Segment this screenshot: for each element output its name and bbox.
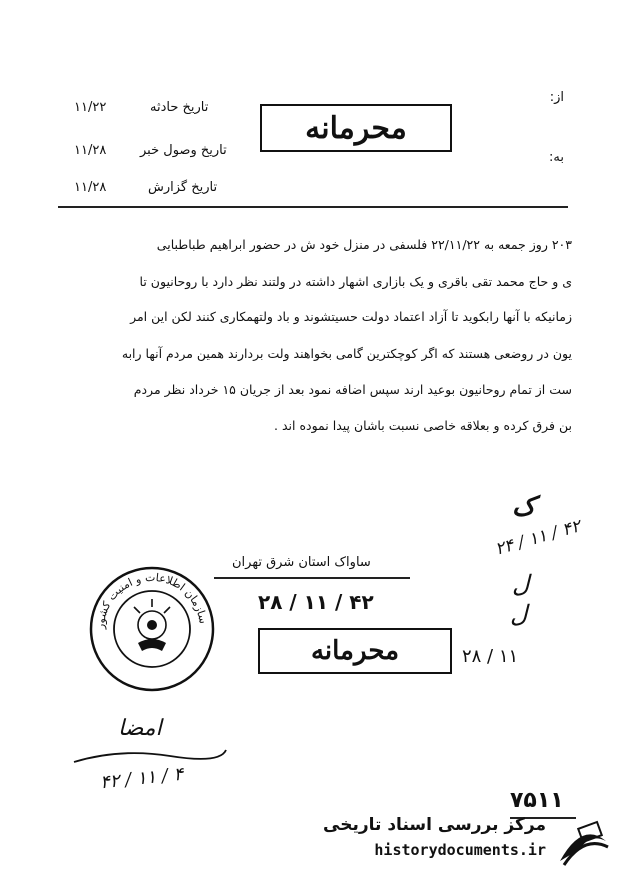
body-line-1: ۲۰۳ روز جمعه به ۲۲/۱۱/۲۲ فلسفی در منزل خود ش در حضور ابراهیم طباطبایی xyxy=(156,237,572,252)
date-report-label: تاریخ گزارش xyxy=(148,180,218,195)
date-event-value: ۱۱/۲۲ xyxy=(74,100,107,115)
body-line-4: یون در روضعی هستند که اگر کوچکترین گامی بخواهند ولت بردارند همین مردم آنها رابه xyxy=(121,346,572,361)
archive-logo-icon xyxy=(552,815,612,869)
body-line-5: ست از تمام روحانیون بوعید ارند سپس اضافه نمود بعد از جریان ۱۵ خرداد نظر مردم xyxy=(133,382,572,397)
footer-url: historydocuments.ir xyxy=(374,841,546,859)
body-line-2: ی و حاج محمد تقی باقری و یک بازاری اشهار داشته در ولتند نظر دارد با روحانیون تا xyxy=(139,274,572,289)
date-event-label: تاریخ حادثه xyxy=(150,100,209,115)
date-received-value: ۱۱/۲۸ xyxy=(74,143,107,158)
margin-note-3: ل xyxy=(510,600,528,628)
official-seal xyxy=(88,565,216,693)
margin-note-1: ک xyxy=(512,492,536,522)
office-date: ۲۸ / ۱۱ / ۴۲ xyxy=(258,590,374,614)
seal-text: سازمان اطلاعات و امنیت کشور xyxy=(93,570,210,630)
lion-sun-emblem-icon xyxy=(134,599,170,651)
signature-stroke-icon xyxy=(70,740,230,770)
margin-note-2: ل xyxy=(512,570,530,598)
date-received-label: تاریخ وصول خبر xyxy=(140,143,227,158)
confidential-stamp-bottom: محرمانه xyxy=(258,628,452,674)
margin-note-date: ۲۴ / ۱۱ / ۴۲ xyxy=(492,516,583,560)
signature: امضا xyxy=(118,716,162,741)
header-divider xyxy=(58,206,568,208)
body-line-3: زمانیکه با آنها رابکوید تا آزاد اعتماد دولت حسیتشوند و باد ولتهمکاری کنند لکن این امر xyxy=(130,309,572,324)
office-name: ساواک استان شرق تهران xyxy=(232,555,371,570)
footer-org: مرکز بررسی اسناد تاریخی xyxy=(323,815,546,835)
footer-watermark xyxy=(323,813,616,871)
office-underline xyxy=(214,577,410,579)
confidential-stamp-top: محرمانه xyxy=(260,104,452,152)
page-number: ۷۵۱۱ xyxy=(510,788,564,813)
handwritten-date: ۴۲ / ۱۱ / ۴ xyxy=(99,763,185,794)
from-label: از: xyxy=(549,90,564,105)
body-line-6: بن فرق کرده و بعلاقه خاصی نسبت باشان پیدا نموده اند . xyxy=(274,418,572,433)
to-label: به: xyxy=(549,150,564,165)
date-report-value: ۱۱/۲۸ xyxy=(74,180,107,195)
side-date: ۲۸ / ۱۱ xyxy=(462,646,519,667)
